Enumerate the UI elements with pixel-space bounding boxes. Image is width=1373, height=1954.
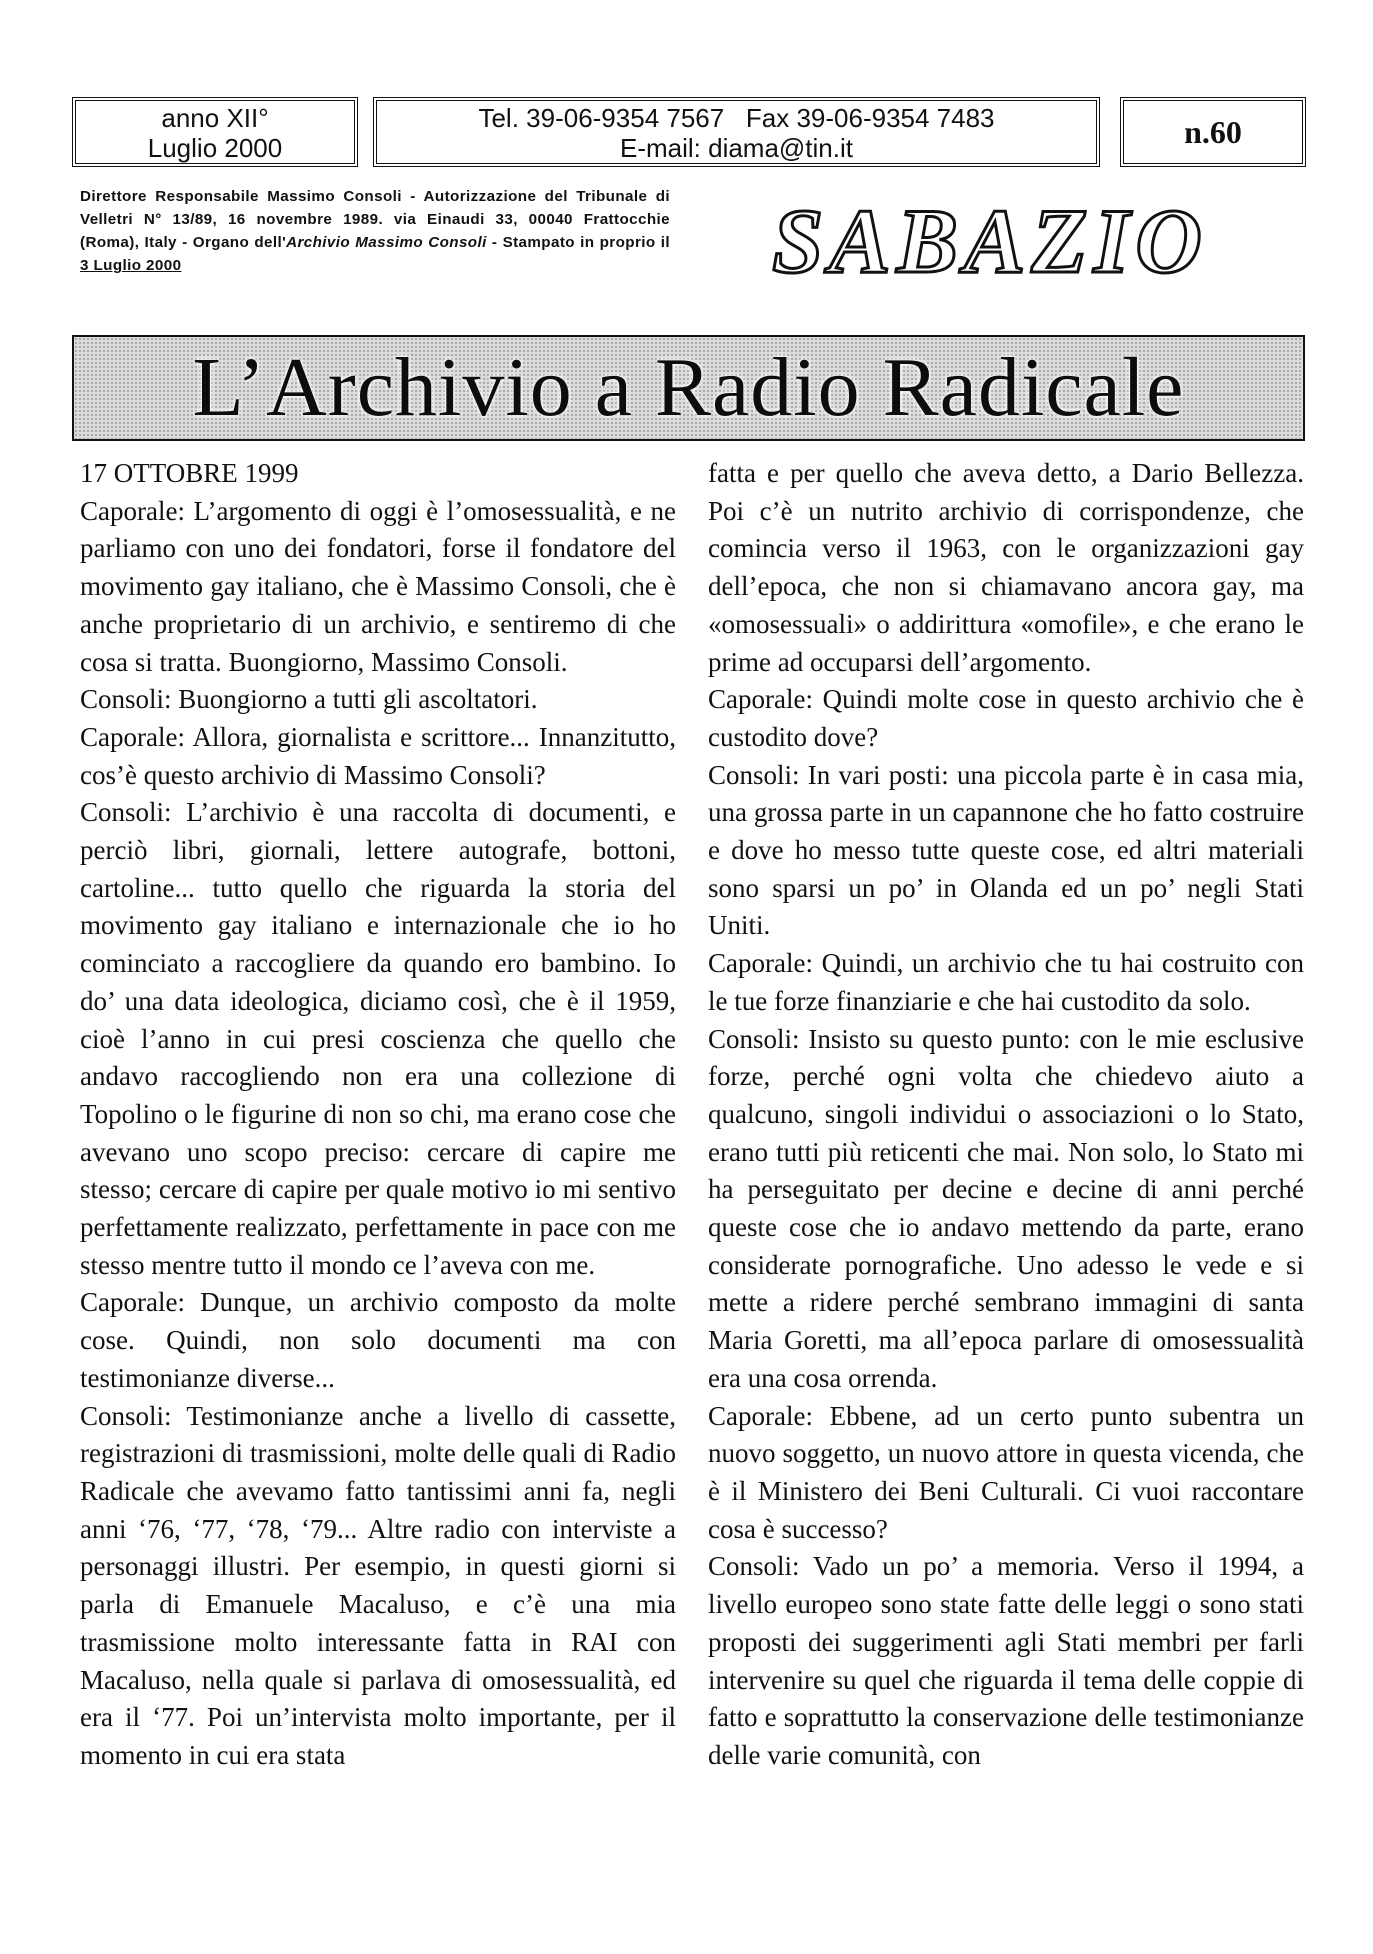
article-paragraph: Consoli: L’archivio è una raccolta di documenti, e perciò libri, giornali, lettere autografe, bottoni, cartoline... tutto quello che riguarda la storia del movimento gay italiano e internazionale che io ho cominciato a raccogliere da quando ero bambino. Io do’ una data ideologica, diciamo così, che è il 1959, cioè l’anno in cui presi coscienza che quello che andavo raccogliendo non era una collezione di Topolino o le figurine di non so chi, ma erano cose che avevano uno scopo preciso: cercare di capire me stesso; cercare di capire per quale motivo io mi sentivo perfettamente realizzato, perfettamente in pace con me stesso mentre tutto il mondo ce l’aveva con me.	[80, 797, 676, 1280]
article-title-banner	[72, 335, 1305, 441]
article-paragraph: Consoli: Vado un po’ a memoria. Verso il 1994, a livello europeo sono state fatte delle leggi o sono stati proposti dei suggerimenti agli Stati membri per farli intervenire su quel che riguarda il tema delle coppie di fatto e soprattutto la conservazione delle testimonianze delle varie comunità, con	[708, 1551, 1304, 1770]
masthead-logo-svg	[745, 190, 1235, 285]
article-paragraph: Caporale: Allora, giornalista e scrittore... Innanzitutto, cos’è questo archivio di Massimo Consoli?	[80, 721, 676, 790]
imprint-organ: Archivio Massimo Consoli	[286, 234, 487, 251]
phone-fax-label: Tel. 39-06-9354 7567 Fax 39-06-9354 7483	[478, 103, 995, 133]
email-label: E-mail: diama@tin.it	[619, 133, 853, 163]
article-paragraph: Consoli: Testimonianze anche a livello di cassette, registrazioni di trasmissioni, molte delle quali di Radio Radicale che avevamo fatto tantissimi anni fa, negli anni ‘76, ‘77, ‘78, ‘79... Altre radio con interviste a personaggi illustri. Per esempio, in questi giorni si parla di Emanuele Macaluso, e c’è una mia trasmissione molto interessante fatta in RAI con Macaluso, nella quale si parlava di omosessualità, ed era il ‘77. Poi un’intervista molto importante, per il momento in cui era stata	[80, 1400, 676, 1770]
article-paragraph: Consoli: In vari posti: una piccola parte è in casa mia, una grossa parte in un capannone che ho fatto costruire e dove ho messo tutte queste cose, ed altri materiali sono sparsi un po’ in Olanda ed un po’ negli Stati Uniti.	[708, 759, 1304, 941]
article-column-right	[708, 455, 1304, 1775]
article-paragraph: Consoli: Insisto su questo punto: con le mie esclusive forze, perché ogni volta che chiedevo aiuto a qualcuno, singoli individui o associazioni o lo Stato, erano tutti più reticenti che mai. Non solo, lo Stato mi ha perseguitato per decine e decine di anni perché queste cose che io andavo mettendo da parte, erano considerate pornografiche. Uno adesso le vede e si mette a ridere perché sembrano immagini di santa Maria Goretti, ma all’epoca parlare di omosessualità era una cosa orrenda.	[708, 1023, 1304, 1393]
article-paragraph: Consoli: Buongiorno a tutti gli ascoltatori.	[80, 684, 538, 715]
article-paragraph: Caporale: Dunque, un archivio composto da molte cose. Quindi, non solo documenti ma con testimonianze diverse...	[80, 1287, 676, 1393]
article-title: L’Archivio a Radio Radicale	[192, 341, 1185, 434]
volume-date-box	[72, 97, 358, 167]
imprint-print-date: 3 Luglio 2000	[80, 257, 182, 274]
masthead-title: SABAZIO	[772, 190, 1208, 285]
article-paragraph: fatta e per quello che aveva detto, a Dario Bellezza. Poi c’è un nutrito archivio di corrispondenze, che comincia verso il 1963, con le organizzazioni gay dell’epoca, che non si chiamavano ancora gay, ma «omosessuali» o addirittura «omofile», e che erano le prime ad occuparsi dell’argomento.	[708, 458, 1304, 677]
volume-label: anno XII°	[161, 103, 269, 133]
issue-number: n.60	[1184, 114, 1242, 150]
date-label: Luglio 2000	[147, 133, 283, 163]
imprint-notice	[80, 185, 670, 277]
masthead-logo	[745, 190, 1235, 285]
article-paragraph: Caporale: Ebbene, ad un certo punto subentra un nuovo soggetto, un nuovo attore in questa vicenda, che è il Ministero dei Beni Culturali. Ci vuoi raccontare cosa è successo?	[708, 1400, 1304, 1544]
article-paragraph: 17 OTTOBRE 1999	[80, 458, 299, 488]
imprint-text: Direttore Responsabile Massimo Consoli - Autorizzazione del Tribunale di Velletri N° 13/89, 16 novembre 1989. via Einaudi 33, 00040 Frattocchie (Roma), Italy - Organo dell'	[80, 188, 670, 251]
article-column-left	[80, 455, 676, 1775]
imprint-printed: - Stampato in proprio il	[486, 234, 671, 251]
issue-number-box	[1120, 97, 1306, 167]
article-paragraph: Caporale: L’argomento di oggi è l’omosessualità, e ne parliamo con uno dei fondatori, forse il fondatore del movimento gay italiano, che è Massimo Consoli, che è anche proprietario di un archivio, e sentiremo di che cosa si tratta. Buongiorno, Massimo Consoli.	[80, 495, 676, 677]
article-paragraph: Caporale: Quindi, un archivio che tu hai costruito con le tue forze finanziarie e che hai custodito da solo.	[708, 948, 1304, 1016]
contact-box	[373, 97, 1100, 167]
article-paragraph: Caporale: Quindi molte cose in questo archivio che è custodito dove?	[708, 684, 1304, 752]
